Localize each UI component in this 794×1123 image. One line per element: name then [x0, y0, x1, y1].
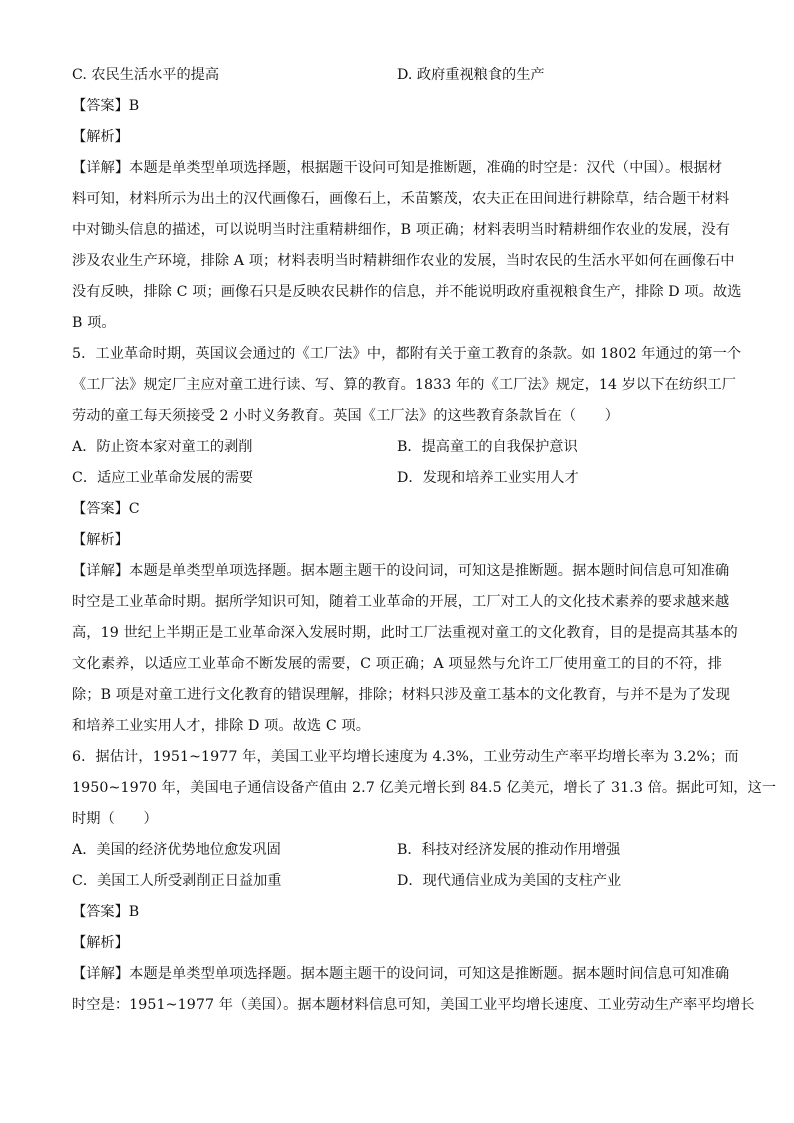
document-page	[72, 60, 777, 1021]
q4-detail-line: 中对锄头信息的描述，可以说明当时注重精耕细作，B 项正确；材料表明当时精耕细作农业的发展，没有	[72, 222, 731, 238]
q5-analysis-title: 【解析】	[72, 532, 129, 548]
q6-option-c: C．美国工人所受剥削正日益加重	[72, 873, 282, 889]
q5-stem-line: 《工厂法》规定厂主应对童工进行读、写、算的教育。1833 年的《工厂法》规定，14 岁以下在纺织工厂	[72, 377, 737, 393]
q5-options-cd	[72, 463, 722, 494]
q6-answer: 【答案】B	[72, 904, 140, 920]
q5-stem	[72, 339, 742, 432]
q4-detail-line: 【详解】本题是单类型单项选择题，根据题干设问可知是推断题，准确的时空是：汉代（中国）。根据材	[72, 160, 723, 176]
q4-option-d: D. 政府重视粮食的生产	[397, 67, 545, 83]
q5-detail-line: 时空是工业革命时期。据所学知识可知，随着工业革命的开展，工厂对工人的文化技术素养的要求越来越	[72, 594, 730, 610]
q5-option-d: D．发现和培养工业实用人才	[397, 470, 579, 486]
q5-detail-line: 文化素养，以适应工业革命不断发展的需要，C 项正确；A 项显然与允许工厂使用童工的目的不符，排	[72, 656, 722, 672]
q5-option-b: B．提高童工的自我保护意识	[397, 439, 578, 455]
q4-options-cd	[72, 60, 722, 91]
q6-detail	[72, 959, 755, 1021]
q4-answer: 【答案】B	[72, 98, 140, 114]
q5-option-c: C．适应工业革命发展的需要	[72, 470, 254, 486]
q6-option-b: B．科技对经济发展的推动作用增强	[397, 842, 621, 858]
q5-answer: 【答案】C	[72, 501, 140, 517]
q4-detail-line: 料可知，材料所示为出土的汉代画像石，画像石上，禾苗繁茂，农夫正在田间进行耕除草，结合题干材料	[72, 191, 730, 207]
q6-detail-line: 时空是：1951~1977 年（美国）。据本题材料信息可知，美国工业平均增长速度、工业劳动生产率平均增长	[72, 997, 755, 1013]
q5-detail-line: 高，19 世纪上半期正是工业革命深入发展时期，此时工厂法重视对童工的文化教育，目的是提高其基本的	[72, 625, 738, 641]
q6-detail-line: 【详解】本题是单类型单项选择题。据本题主题干的设问词，可知这是推断题。据本题时间信息可知准确	[72, 966, 730, 982]
q4-detail-line: 涉及农业生产环境，排除 A 项；材料表明当时精耕细作农业的发展，当时农民的生活水平如何在画像石中	[72, 253, 735, 269]
q6-stem-line: 1950~1970 年，美国电子通信设备产值由 2.7 亿美元增长到 84.5 亿美元，增长了 31.3 倍。据此可知，这一	[72, 780, 777, 796]
q5-detail-line: 【详解】本题是单类型单项选择题。据本题主题干的设问词，可知这是推断题。据本题时间信息可知准确	[72, 563, 730, 579]
q5-options-ab	[72, 432, 722, 463]
q6-option-d: D．现代通信业成为美国的支柱产业	[397, 873, 622, 889]
q4-detail-line: B 项。	[72, 315, 116, 331]
q6-stem-line: 6．据估计，1951~1977 年，美国工业平均增长速度为 4.3%，工业劳动生产率平均增长率为 3.2%；而	[72, 749, 739, 765]
q6-stem	[72, 742, 777, 835]
q6-analysis-title: 【解析】	[72, 935, 129, 951]
q5-stem-line: 劳动的童工每天须接受 2 小时义务教育。英国《工厂法》的这些教育条款旨在（ ）	[72, 408, 619, 424]
q6-options-cd	[72, 866, 722, 897]
q4-detail-line: 没有反映，排除 C 项；画像石只是反映农民耕作的信息，并不能说明政府重视粮食生产，排除 D 项。故选	[72, 284, 742, 300]
q4-detail	[72, 153, 742, 339]
q5-detail-line: 和培养工业实用人才，排除 D 项。故选 C 项。	[72, 718, 371, 734]
q5-stem-line: 5．工业革命时期，英国议会通过的《工厂法》中，都附有关于童工教育的条款。如 1802 年通过的第一个	[72, 346, 742, 362]
q4-option-c: C. 农民生活水平的提高	[72, 67, 220, 83]
q6-stem-line: 时期（ ）	[72, 811, 158, 827]
q5-detail	[72, 556, 738, 742]
q4-analysis-title: 【解析】	[72, 129, 129, 145]
q5-option-a: A．防止资本家对童工的剥削	[72, 439, 253, 455]
q6-options-ab	[72, 835, 722, 866]
q6-option-a: A．美国的经济优势地位愈发巩固	[72, 842, 281, 858]
q5-detail-line: 除；B 项是对童工进行文化教育的错误理解，排除；材料只涉及童工基本的文化教育，与并不是为了发现	[72, 687, 731, 703]
